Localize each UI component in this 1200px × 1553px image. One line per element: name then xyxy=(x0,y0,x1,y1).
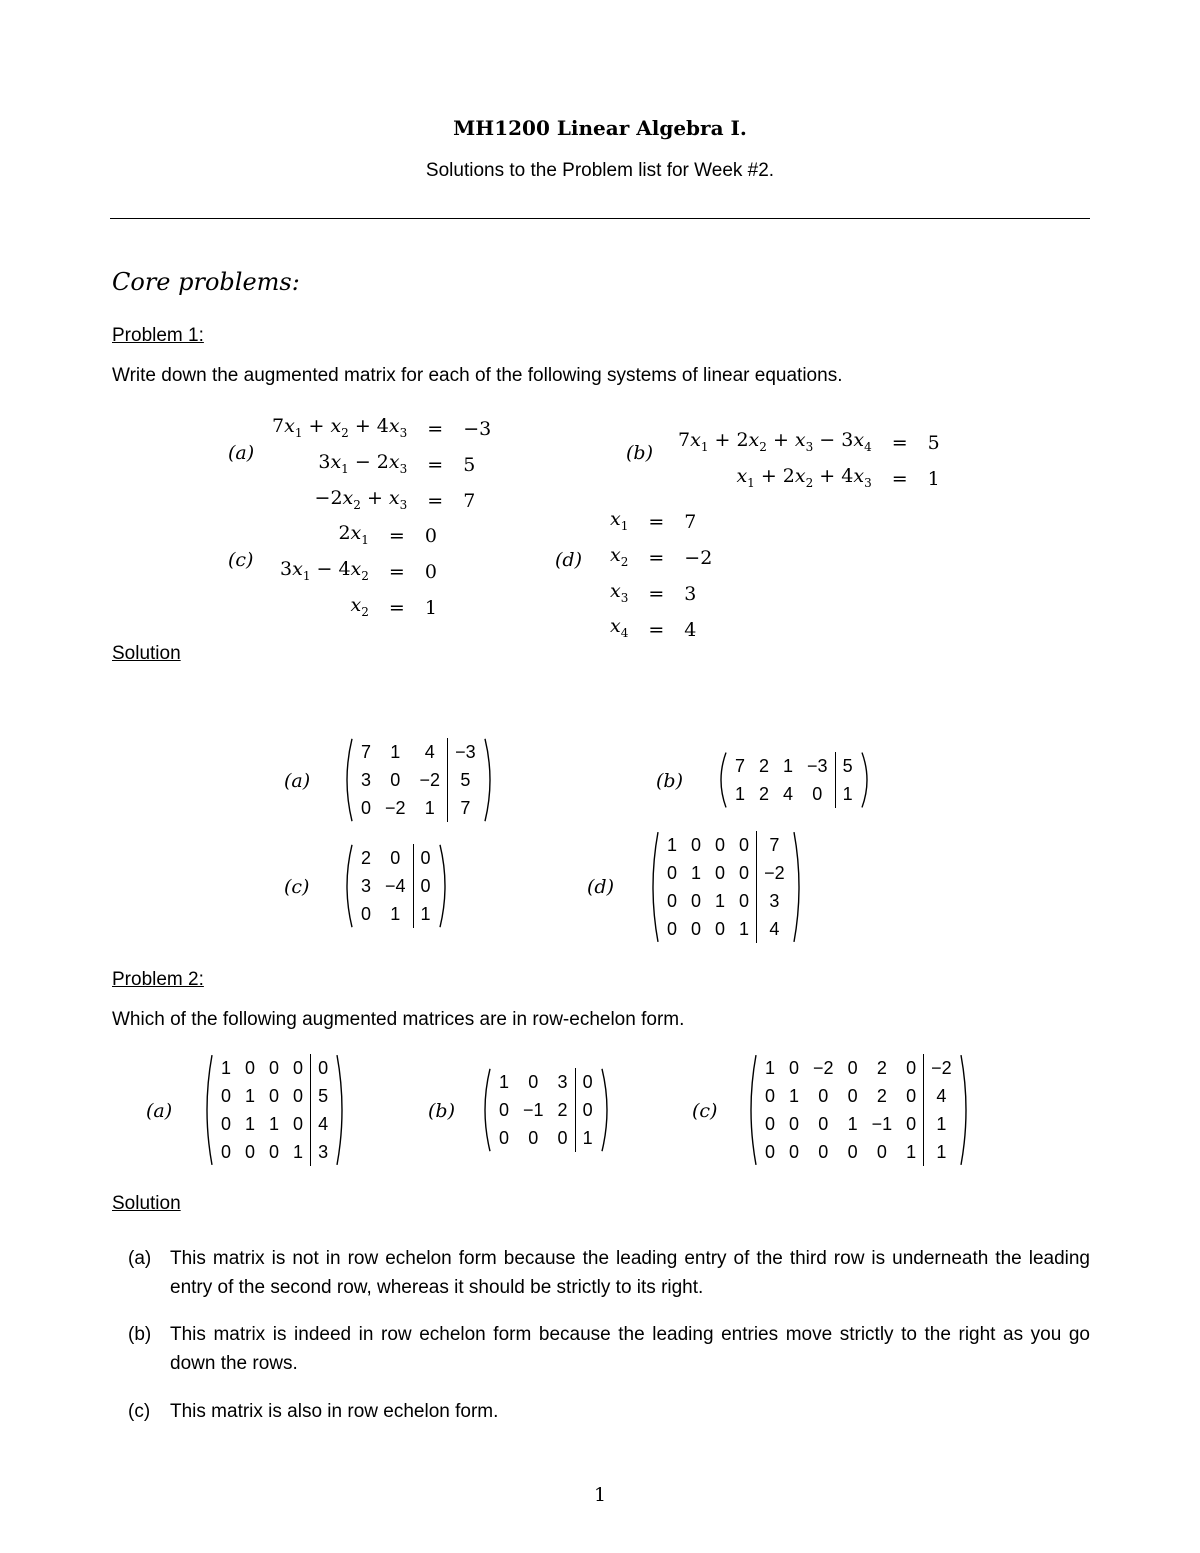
matrix-entry: 0 xyxy=(847,1142,858,1162)
matrix-row xyxy=(660,915,792,943)
right-bracket xyxy=(959,1054,973,1166)
matrix-entry: 0 xyxy=(847,1086,858,1106)
matrix-row xyxy=(758,1110,959,1138)
answer-item xyxy=(128,1397,1090,1426)
matrix-row xyxy=(492,1124,600,1152)
problem2-statement: Which of the following augmented matrices are in row-echelon form. xyxy=(112,1009,685,1030)
matrix-entry: 0 xyxy=(311,1054,336,1082)
matrix-row xyxy=(354,766,483,794)
problem1-solution-heading: Solution xyxy=(112,643,181,664)
matrix-entry: 7 xyxy=(361,742,372,762)
system-a-rhs: 7 xyxy=(463,489,476,512)
system-a-label: (a) xyxy=(228,442,255,464)
system-b-rhs: 1 xyxy=(927,468,940,491)
matrix-entry: 0 xyxy=(269,1086,280,1106)
problem2-solution-heading: Solution xyxy=(112,1193,181,1214)
answer-label: (b) xyxy=(128,1324,152,1345)
matrix-entry: 0 xyxy=(221,1142,232,1162)
system-c-label: (c) xyxy=(228,549,254,571)
matrix-row xyxy=(354,872,438,900)
matrix-entry: 2 xyxy=(361,848,372,868)
matrix-row xyxy=(214,1082,335,1110)
matrix-body xyxy=(728,752,860,808)
matrix-entry: 0 xyxy=(667,919,678,939)
right-bracket xyxy=(860,752,874,808)
matrix-entry: 0 xyxy=(361,904,372,924)
matrix-entry: 0 xyxy=(812,784,823,804)
matrix-entry: 1 xyxy=(424,798,435,818)
matrix-body xyxy=(492,1068,600,1152)
matrix-row xyxy=(758,1138,959,1166)
matrix-entry: 1 xyxy=(390,742,401,762)
matrix-entry: 0 xyxy=(691,891,702,911)
system-a-rhs: −3 xyxy=(463,418,492,441)
matrix-body xyxy=(214,1054,335,1166)
left-bracket xyxy=(744,1054,758,1166)
system-b-rhs: 5 xyxy=(927,432,940,455)
matrix-entry: −1 xyxy=(523,1100,544,1120)
solution-a-label: (a) xyxy=(284,770,311,792)
problem2-heading: Problem 2: xyxy=(112,969,204,990)
left-bracket xyxy=(714,752,728,808)
left-bracket xyxy=(200,1054,214,1166)
matrix-entry: −1 xyxy=(871,1114,893,1134)
matrix-body xyxy=(354,738,483,822)
matrix-body xyxy=(660,831,792,943)
augmented-matrix xyxy=(340,738,497,822)
right-bracket xyxy=(438,844,452,928)
matrix-entry: 0 xyxy=(390,770,401,790)
matrix-entry: −3 xyxy=(807,756,828,776)
solution-b-label: (b) xyxy=(656,770,683,792)
matrix-entry: 0 xyxy=(413,844,438,872)
system-c-rhs: 1 xyxy=(424,596,437,619)
matrix-entry: 0 xyxy=(789,1058,800,1078)
matrix-entry: 0 xyxy=(575,1068,600,1096)
matrix-entry: −2 xyxy=(924,1054,959,1082)
matrix-entry: 0 xyxy=(739,835,750,855)
matrix-row xyxy=(660,859,792,887)
problem1-statement: Write down the augmented matrix for each of the following systems of linear equations. xyxy=(112,365,843,386)
system-c: $2x_1$ = 0 $3x_1 - 4x_2$ = 0 $x_2$ = 1 xyxy=(274,519,443,626)
answer-text: This matrix is indeed in row echelon form because the leading entries move strictly to the right as you go down the rows. xyxy=(170,1324,1090,1374)
right-bracket xyxy=(483,738,497,822)
matrix-entry: −2 xyxy=(419,770,441,790)
system-b-label: (b) xyxy=(626,442,653,464)
augmented-matrix xyxy=(478,1068,614,1152)
matrix-entry: 0 xyxy=(691,835,702,855)
system-a-rhs: 5 xyxy=(463,454,476,477)
matrix-entry: 3 xyxy=(311,1138,336,1166)
matrix-entry: 1 xyxy=(245,1114,256,1134)
matrix-entry: 0 xyxy=(245,1058,256,1078)
matrix-row xyxy=(758,1082,959,1110)
augmented-matrix xyxy=(200,1054,349,1166)
matrix-row xyxy=(214,1054,335,1082)
matrix-entry: 1 xyxy=(735,784,746,804)
system-b: $7x_1 + 2x_2 + x_3 - 3x_4$ = 5 $x_1 + 2x_2 + 4x_3$ = 1 xyxy=(672,426,946,498)
matrix-b-label: (b) xyxy=(428,1100,455,1122)
matrix-body xyxy=(758,1054,959,1166)
left-bracket xyxy=(340,844,354,928)
matrix-entry: 0 xyxy=(413,872,438,900)
left-bracket xyxy=(478,1068,492,1152)
matrix-entry: −2 xyxy=(757,859,792,887)
matrix-entry: 3 xyxy=(757,887,792,915)
matrix-entry: 0 xyxy=(906,1114,917,1134)
augmented-matrix xyxy=(744,1054,973,1166)
matrix-entry: 1 xyxy=(924,1138,959,1166)
left-bracket xyxy=(340,738,354,822)
matrix-entry: 0 xyxy=(667,863,678,883)
matrix-row xyxy=(214,1110,335,1138)
matrix-entry: 1 xyxy=(413,900,438,928)
matrix-row xyxy=(492,1096,600,1124)
answer-item xyxy=(128,1244,1090,1302)
matrix-entry: 1 xyxy=(835,780,860,808)
matrix-entry: 0 xyxy=(789,1142,800,1162)
matrix-row xyxy=(354,738,483,766)
matrix-entry: 1 xyxy=(906,1142,917,1162)
matrix-entry: 1 xyxy=(269,1114,280,1134)
matrix-entry: 1 xyxy=(924,1110,959,1138)
title-rule xyxy=(110,218,1090,219)
right-bracket xyxy=(792,831,806,943)
matrix-body xyxy=(354,844,438,928)
matrix-entry: −3 xyxy=(448,738,483,766)
matrix-entry: 0 xyxy=(575,1096,600,1124)
matrix-entry: 0 xyxy=(221,1086,232,1106)
matrix-entry: 0 xyxy=(557,1128,568,1148)
matrix-entry: 4 xyxy=(783,784,794,804)
system-c-rhs: 0 xyxy=(424,525,437,548)
matrix-entry: 0 xyxy=(818,1086,829,1106)
matrix-entry: 0 xyxy=(789,1114,800,1134)
matrix-entry: 0 xyxy=(269,1142,280,1162)
right-bracket xyxy=(600,1068,614,1152)
matrix-entry: 0 xyxy=(293,1058,304,1078)
matrix-entry: 4 xyxy=(424,742,435,762)
system-d-rhs: 3 xyxy=(684,582,697,605)
matrix-entry: 0 xyxy=(691,919,702,939)
matrix-entry: 0 xyxy=(528,1128,539,1148)
matrix-entry: 7 xyxy=(735,756,746,776)
matrix-entry: −4 xyxy=(385,876,406,896)
matrix-entry: 0 xyxy=(906,1086,917,1106)
system-d-rhs: 7 xyxy=(684,511,697,534)
matrix-entry: 0 xyxy=(499,1100,510,1120)
matrix-entry: 0 xyxy=(715,835,726,855)
matrix-entry: 0 xyxy=(667,891,678,911)
matrix-entry: 0 xyxy=(765,1142,776,1162)
answer-label: (a) xyxy=(128,1248,152,1269)
matrix-entry: 0 xyxy=(715,863,726,883)
matrix-row xyxy=(354,844,438,872)
document-subtitle: Solutions to the Problem list for Week #2. xyxy=(425,160,775,181)
system-a: $7x_1 + x_2 + 4x_3$ = −3 $3x_1 - 2x_3$ = 5 $-2x_2 + x_3$ = 7 xyxy=(266,412,497,519)
matrix-entry: 1 xyxy=(575,1124,600,1152)
matrix-entry: 4 xyxy=(757,915,792,943)
matrix-a-label: (a) xyxy=(146,1100,173,1122)
answer-item xyxy=(128,1320,1090,1378)
matrix-entry: 1 xyxy=(783,756,794,776)
matrix-entry: 0 xyxy=(499,1128,510,1148)
matrix-entry: 2 xyxy=(876,1086,887,1106)
matrix-entry: 0 xyxy=(765,1114,776,1134)
matrix-entry: 1 xyxy=(221,1058,232,1078)
matrix-entry: 0 xyxy=(269,1058,280,1078)
system-d-rhs: −2 xyxy=(684,547,713,570)
matrix-entry: 0 xyxy=(739,863,750,883)
augmented-matrix xyxy=(340,844,452,928)
matrix-row xyxy=(354,794,483,822)
matrix-entry: 1 xyxy=(499,1072,510,1092)
matrix-row xyxy=(660,831,792,859)
matrix-row xyxy=(758,1054,959,1082)
matrix-entry: 0 xyxy=(245,1142,256,1162)
matrix-entry: 0 xyxy=(876,1142,887,1162)
matrix-entry: 1 xyxy=(715,891,726,911)
matrix-entry: 0 xyxy=(293,1086,304,1106)
matrix-entry: −2 xyxy=(385,798,406,818)
matrix-entry: 1 xyxy=(847,1114,858,1134)
system-d: $x_1$ = 7 $x_2$ = −2 $x_3$ = 3 $x_4$ = 4 xyxy=(604,505,718,648)
matrix-entry: 1 xyxy=(293,1142,304,1162)
matrix-entry: 3 xyxy=(557,1072,568,1092)
matrix-entry: 7 xyxy=(448,794,483,822)
augmented-matrix xyxy=(714,752,874,808)
matrix-row xyxy=(492,1068,600,1096)
matrix-entry: 0 xyxy=(847,1058,858,1078)
matrix-entry: 0 xyxy=(528,1072,539,1092)
matrix-entry: 0 xyxy=(906,1058,917,1078)
matrix-entry: 3 xyxy=(361,876,372,896)
matrix-entry: 4 xyxy=(924,1082,959,1110)
system-d-label: (d) xyxy=(555,549,582,571)
matrix-entry: 1 xyxy=(789,1086,800,1106)
answer-text: This matrix is also in row echelon form. xyxy=(170,1401,499,1422)
matrix-row xyxy=(728,752,860,780)
answer-text: This matrix is not in row echelon form because the leading entry of the third row is underneath the leading entry of the second row, whereas it should be strictly to its right. xyxy=(170,1248,1090,1298)
matrix-entry: 1 xyxy=(765,1058,776,1078)
matrix-entry: 0 xyxy=(715,919,726,939)
right-bracket xyxy=(335,1054,349,1166)
matrix-entry: 1 xyxy=(390,904,401,924)
left-bracket xyxy=(646,831,660,943)
matrix-entry: 2 xyxy=(759,756,770,776)
matrix-row xyxy=(728,780,860,808)
matrix-entry: 0 xyxy=(818,1142,829,1162)
matrix-row xyxy=(214,1138,335,1166)
matrix-entry: 1 xyxy=(739,919,750,939)
matrix-entry: 5 xyxy=(311,1082,336,1110)
matrix-entry: 4 xyxy=(311,1110,336,1138)
matrix-c-label: (c) xyxy=(692,1100,718,1122)
document-title: MH1200 Linear Algebra I. xyxy=(453,116,747,140)
problem1-heading: Problem 1: xyxy=(112,325,204,346)
page-number: 1 xyxy=(593,1484,607,1506)
matrix-entry: 0 xyxy=(361,798,372,818)
matrix-entry: 1 xyxy=(691,863,702,883)
matrix-entry: 0 xyxy=(390,848,401,868)
system-d-rhs: 4 xyxy=(684,618,697,641)
matrix-entry: 7 xyxy=(757,831,792,859)
matrix-entry: 0 xyxy=(293,1114,304,1134)
answer-label: (c) xyxy=(128,1401,151,1422)
matrix-entry: 5 xyxy=(448,766,483,794)
matrix-entry: 0 xyxy=(818,1114,829,1134)
matrix-entry: 0 xyxy=(221,1114,232,1134)
solution-c-label: (c) xyxy=(284,876,310,898)
matrix-entry: 2 xyxy=(557,1100,568,1120)
matrix-entry: 2 xyxy=(759,784,770,804)
matrix-entry: 0 xyxy=(739,891,750,911)
solution-d-label: (d) xyxy=(587,876,614,898)
matrix-row xyxy=(354,900,438,928)
matrix-entry: 1 xyxy=(667,835,678,855)
matrix-entry: 5 xyxy=(835,752,860,780)
matrix-entry: 1 xyxy=(245,1086,256,1106)
matrix-entry: −2 xyxy=(813,1058,834,1078)
system-c-rhs: 0 xyxy=(424,561,437,584)
section-heading: Core problems: xyxy=(112,268,300,296)
matrix-entry: 2 xyxy=(876,1058,887,1078)
matrix-entry: 3 xyxy=(361,770,372,790)
matrix-row xyxy=(660,887,792,915)
augmented-matrix xyxy=(646,831,806,943)
matrix-entry: 0 xyxy=(765,1086,776,1106)
